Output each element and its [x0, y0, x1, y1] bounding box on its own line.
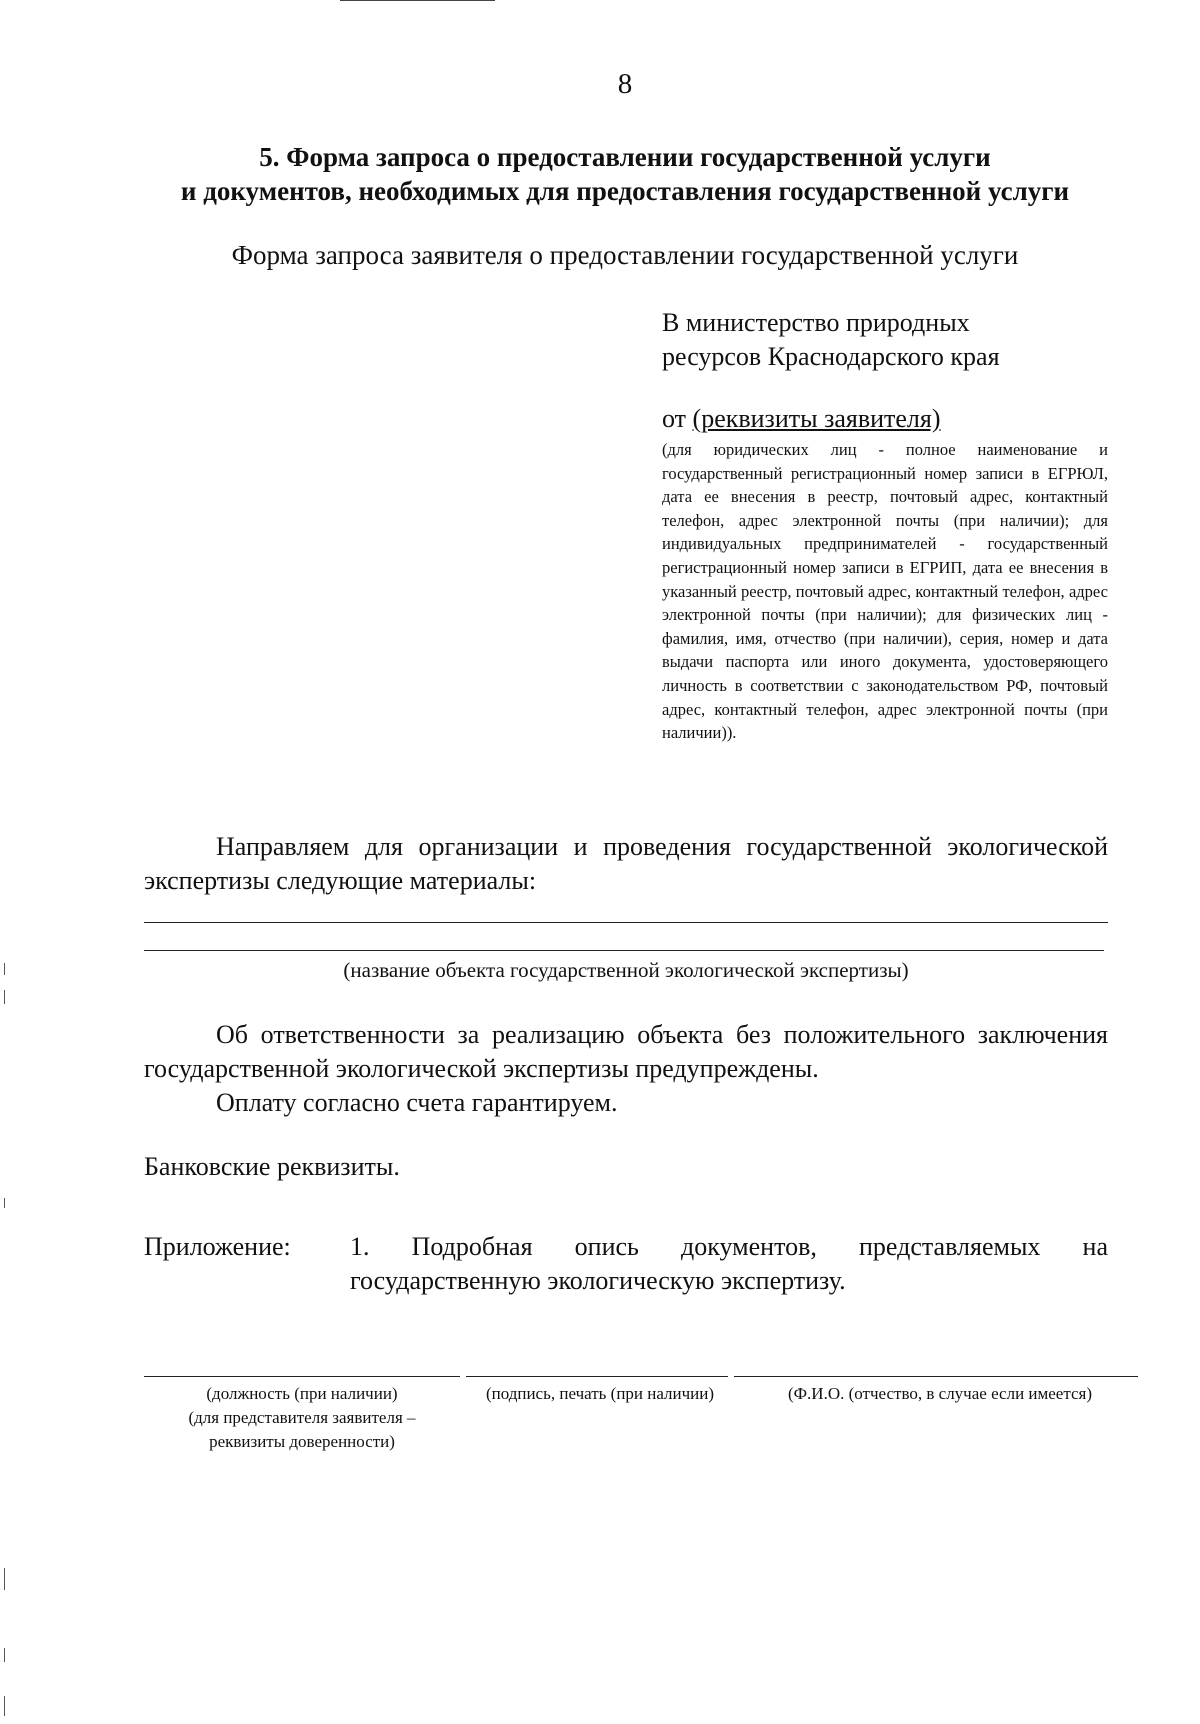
page-number: 8 — [617, 68, 633, 100]
margin-mark — [4, 1696, 5, 1716]
applicant-requisites-field[interactable]: (реквизиты заявителя) — [692, 404, 941, 433]
margin-mark — [4, 1648, 5, 1662]
payment-paragraph: Оплату согласно счета гарантируем. — [216, 1088, 618, 1117]
appendix-item-line1: 1. Подробная опись документов, представляемых на — [350, 1232, 1108, 1261]
appendix-item — [350, 1230, 1108, 1298]
position-caption-line1: (должность (при наличии) — [206, 1384, 398, 1403]
name-caption: (Ф.И.О. (отчество, в случае если имеется) — [787, 1384, 1093, 1403]
position-caption-line2: (для представителя заявителя – — [188, 1408, 416, 1427]
position-signature-line[interactable] — [144, 1376, 460, 1377]
section-title — [150, 140, 1100, 208]
name-signature-line[interactable] — [734, 1376, 1138, 1377]
signature-caption: (подпись, печать (при наличии) — [485, 1384, 715, 1403]
addressee — [662, 306, 1000, 374]
from-prefix: от — [662, 404, 693, 433]
section-title-line1: 5. Форма запроса о предоставлении государственной услуги — [259, 142, 991, 172]
bank-requisites: Банковские реквизиты. — [144, 1152, 400, 1181]
appendix-label: Приложение: — [144, 1232, 291, 1261]
addressee-line2: ресурсов Краснодарского края — [662, 342, 1000, 371]
section-title-line2: и документов, необходимых для предоставления государственной услуги — [180, 176, 1070, 206]
responsibility-paragraph: Об ответственности за реализацию объекта без положительного заключения государственной экологической экспертизы предупреждены. — [144, 1020, 1108, 1083]
object-name-field-line1[interactable] — [144, 922, 1108, 923]
margin-mark — [4, 990, 5, 1004]
appendix-item-line2: государственную экологическую экспертизу. — [350, 1266, 846, 1295]
object-name-caption: (название объекта государственной экологической экспертизы) — [343, 958, 909, 982]
materials-paragraph: Направляем для организации и проведения государственной экологической экспертизы следующие материалы: — [144, 832, 1108, 895]
margin-mark — [4, 1198, 5, 1208]
signature-line[interactable] — [466, 1376, 728, 1377]
form-subtitle: Форма запроса заявителя о предоставлении государственной услуги — [231, 240, 1019, 270]
object-name-field-line2[interactable] — [144, 950, 1104, 951]
position-caption — [144, 1382, 460, 1454]
position-caption-line3: реквизиты доверенности) — [209, 1432, 395, 1451]
top-rule — [340, 0, 495, 1]
margin-mark — [4, 1568, 5, 1590]
requisites-note: (для юридических лиц - полное наименование и государственный регистрационный номер записи в ЕГРЮЛ, дата ее внесения в реестр, почтовый адрес, контактный телефон, адрес электронной почты (при наличии); для индивидуальных предпринимателей - государственный регистрационный номер записи в ЕГРИП, дата ее внесения в указанный реестр, почтовый адрес, контактный телефон, адрес электронной почты (при наличии); для физических лиц - фамилия, имя, отчество (при наличии), серия, номер и дата выдачи паспорта или иного документа, удостоверяющего личность в соответствии с законодательством РФ, почтовый адрес, контактный телефон, адрес электронной почты (при наличии)). — [662, 440, 1108, 743]
from-line — [662, 404, 941, 434]
margin-mark — [4, 963, 5, 975]
addressee-line1: В министерство природных — [662, 308, 970, 337]
